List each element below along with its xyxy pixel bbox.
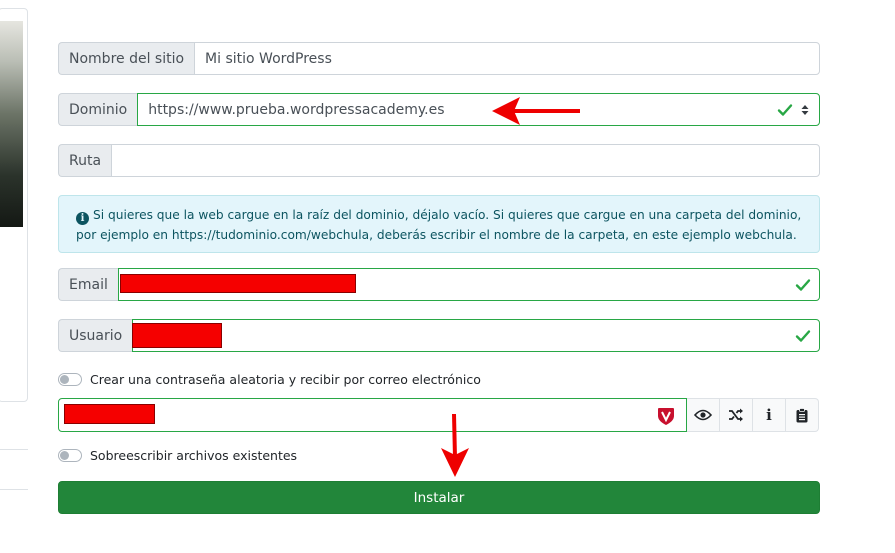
shuffle-icon bbox=[728, 408, 744, 422]
clipboard-icon-button[interactable] bbox=[786, 398, 819, 432]
random-password-label: Crear una contraseña aleatoria y recibir por correo electrónico bbox=[90, 372, 481, 387]
user-label: Usuario bbox=[58, 319, 132, 352]
side-card bbox=[0, 8, 28, 402]
domain-select[interactable] bbox=[137, 93, 820, 126]
user-input[interactable] bbox=[132, 319, 820, 352]
info-text-line2: por ejemplo en https://tudominio.com/webchula, deberás escribir el nombre de la carpeta, en este ejemplo webchula. bbox=[76, 228, 797, 242]
site-name-input[interactable]: Mi sitio WordPress bbox=[194, 42, 820, 75]
redaction-box bbox=[64, 404, 155, 424]
check-icon bbox=[777, 102, 793, 118]
random-password-row[interactable] bbox=[58, 372, 481, 387]
info-text-line1: Si quieres que la web cargue en la raíz del dominio, déjalo vacío. Si quieres que cargue en una carpeta del dominio, bbox=[93, 208, 802, 222]
divider bbox=[0, 449, 28, 450]
info-icon: i bbox=[76, 212, 89, 225]
eye-icon-button[interactable] bbox=[687, 398, 720, 432]
path-label: Ruta bbox=[58, 144, 111, 177]
email-label: Email bbox=[58, 268, 118, 301]
check-icon bbox=[795, 328, 811, 344]
domain-value: https://www.prueba.wordpressacademy.es bbox=[148, 101, 445, 118]
site-name-label: Nombre del sitio bbox=[58, 42, 194, 75]
domain-label: Dominio bbox=[58, 93, 137, 126]
check-icon bbox=[795, 277, 811, 293]
shuffle-icon-button[interactable] bbox=[720, 398, 753, 432]
shield-icon bbox=[656, 406, 676, 426]
clipboard-icon bbox=[796, 408, 808, 423]
select-caret-icon bbox=[801, 103, 809, 117]
random-password-switch[interactable] bbox=[58, 373, 82, 386]
eye-icon bbox=[694, 409, 712, 421]
domain-group bbox=[58, 93, 820, 126]
redaction-box bbox=[120, 274, 356, 293]
annotation-arrow-left bbox=[490, 96, 582, 126]
info-icon-button[interactable] bbox=[753, 398, 786, 432]
annotation-arrow-down bbox=[440, 412, 470, 478]
overwrite-row[interactable] bbox=[58, 448, 297, 463]
divider bbox=[0, 489, 28, 490]
info-alert bbox=[58, 195, 820, 253]
site-name-group bbox=[58, 42, 820, 75]
info-icon: i bbox=[766, 406, 772, 424]
redaction-box bbox=[132, 323, 222, 348]
path-group bbox=[58, 144, 820, 177]
password-group bbox=[58, 398, 820, 432]
side-photo bbox=[0, 21, 23, 227]
overwrite-switch[interactable] bbox=[58, 449, 82, 462]
overwrite-label: Sobreescribir archivos existentes bbox=[90, 448, 298, 463]
path-input[interactable] bbox=[111, 144, 820, 177]
install-button[interactable]: Instalar bbox=[58, 481, 820, 514]
